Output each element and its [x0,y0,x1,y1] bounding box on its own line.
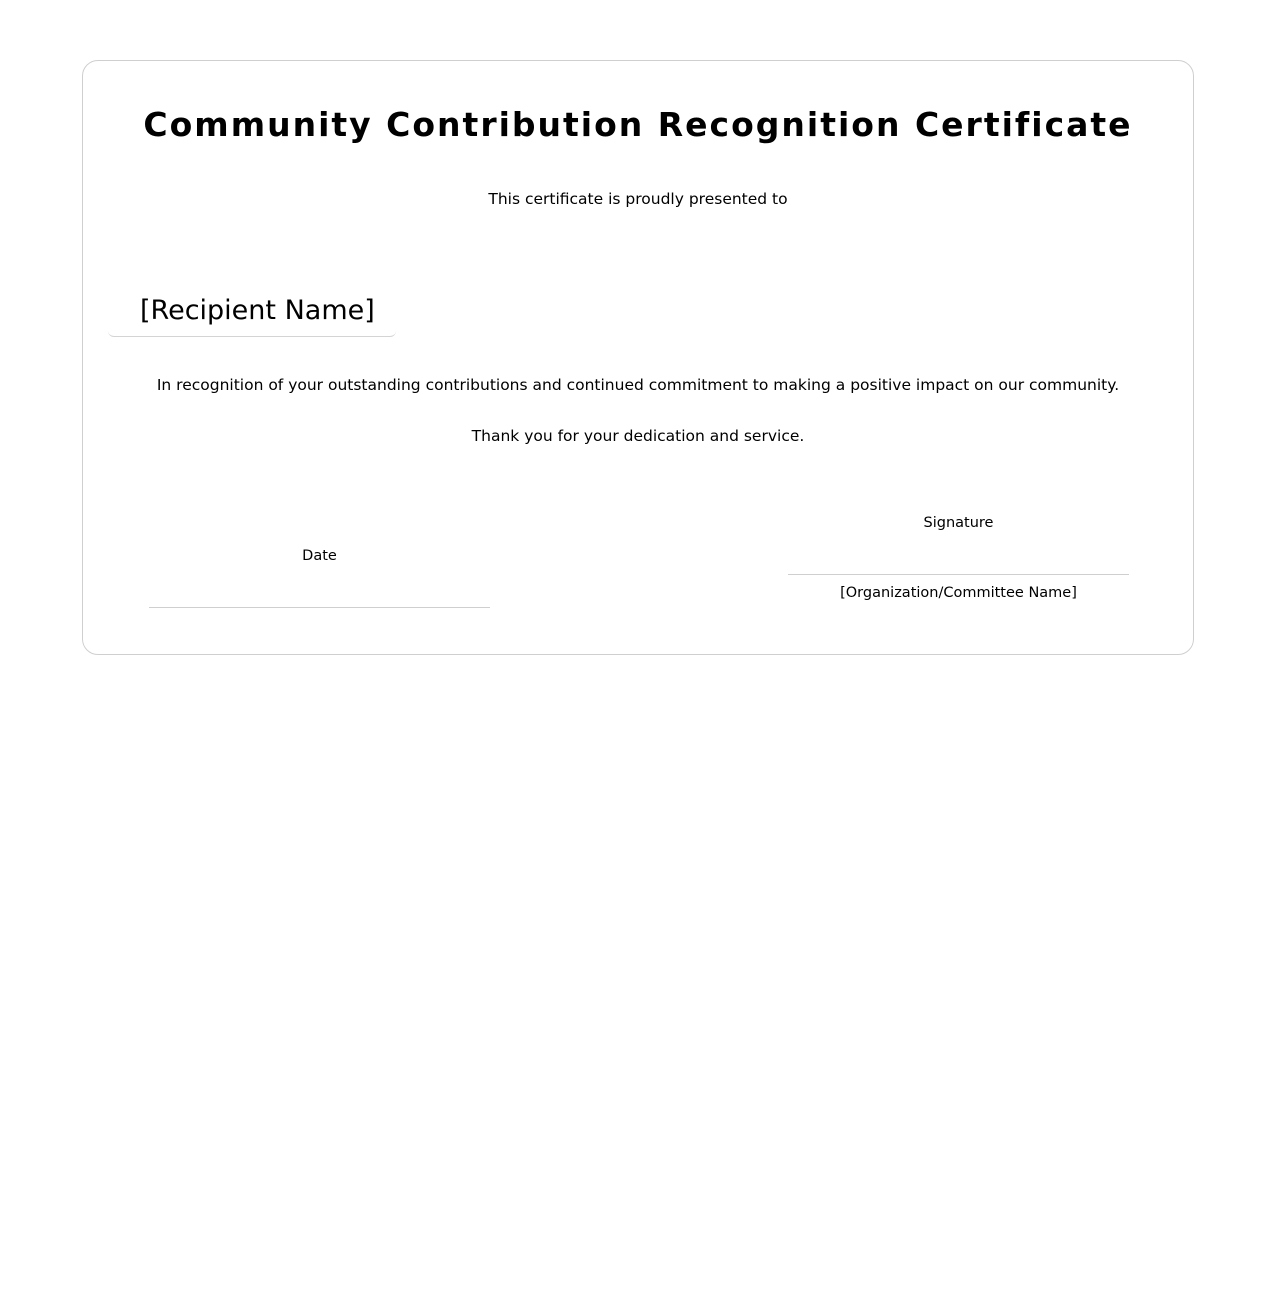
certificate-card [82,60,1194,655]
certificate-title: Community Contribution Recognition Certificate [143,105,1133,144]
date-label: Date [302,548,337,564]
recognition-text: In recognition of your outstanding contributions and continued commitment to making a positive impact on our community. [156,376,1120,394]
signature-label: Signature [923,515,994,531]
presented-to-text: This certificate is proudly presented to [488,190,788,208]
date-block [149,548,490,564]
date-line [149,607,490,608]
signature-block [788,515,1129,601]
organization-name: [Organization/Committee Name] [840,585,1077,601]
recipient-name-field[interactable]: [Recipient Name] [108,285,396,337]
signature-line [788,574,1129,575]
thanks-text: Thank you for your dedication and service. [471,427,805,445]
